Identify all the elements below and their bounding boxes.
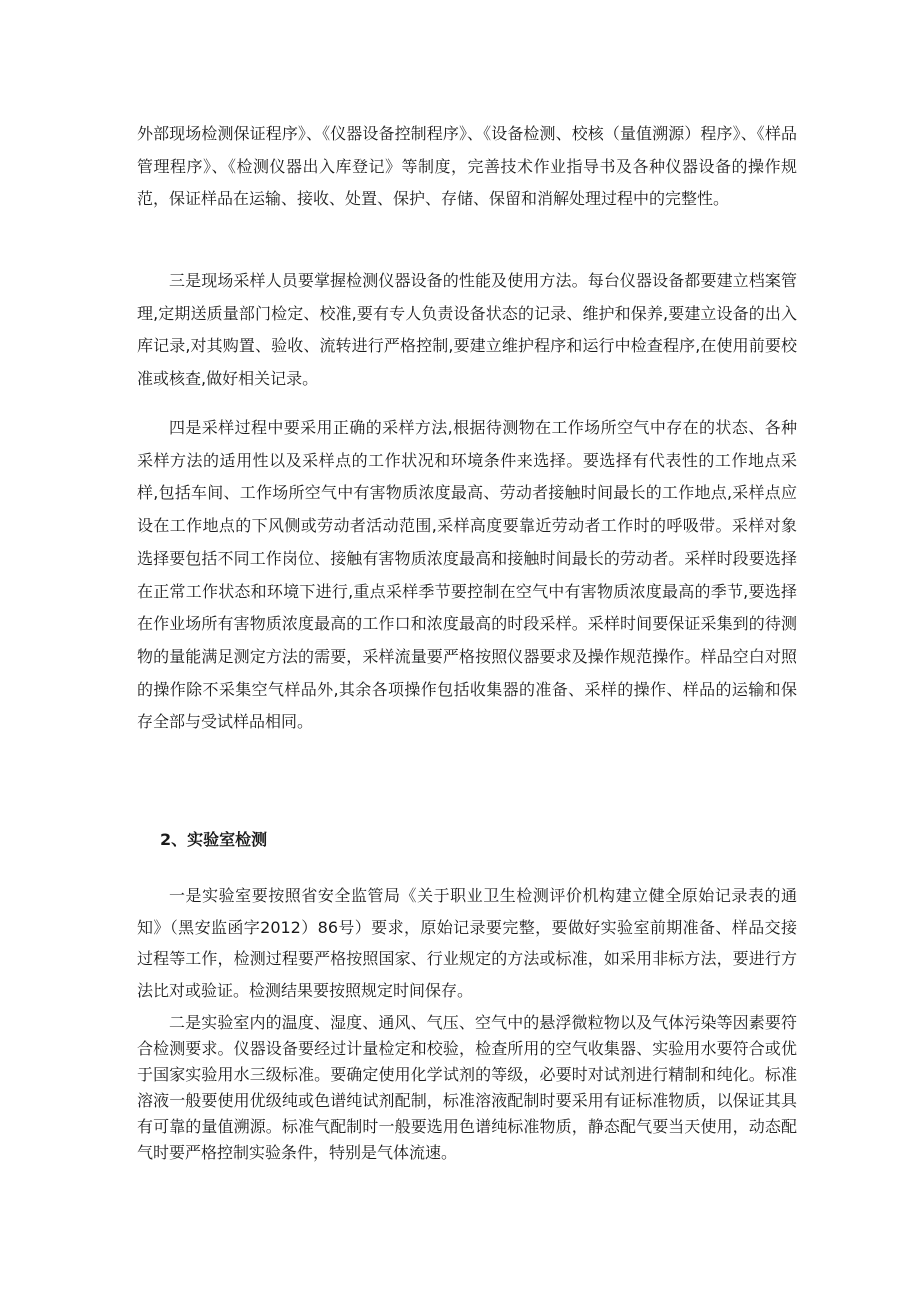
section-heading-lab-testing: 2、实验室检测 [160, 830, 268, 849]
paragraph-sampling-method: 四是采样过程中要采用正确的采样方法,根据待测物在工作场所空气中存在的状态、各种采样方法的适用性以及采样点的工作状况和环境条件来选择。要选择有代表性的工作地点采样,包括车间、工作场所空气中有害物质浓度最高、劳动者接触时间最长的工作地点,采样点应设在工作地点的下风侧或劳动者活动范围,采样高度要靠近劳动者工作时的呼吸带。采样对象选择要包括不同工作岗位、接触有害物质浓度最高和接触时间最长的劳动者。采样时段要选择在正常工作状态和环境下进行,重点采样季节要控制在空气中有害物质浓度最高的季节,要选择在作业场所有害物质浓度最高的工作口和浓度最高的时段采样。采样时间要保证采集到的待测物的量能满足测定方法的需要，采样流量要严格按照仪器要求及操作规范操作。样品空白对照的操作除不采集空气样品外,其余各项操作包括收集器的准备、采样的操作、样品的运输和保存全部与受试样品相同。 [137, 418, 797, 732]
paragraph-lab-records: 一是实验室要按照省安全监管局《关于职业卫生检测评价机构建立健全原始记录表的通知》（黑安监函字2012）86号）要求，原始记录要完整，要做好实验室前期准备、样品交接过程等工作，检测过程要严格按照国家、行业规定的方法或标准，如采用非标方法，要进行方法比对或验证。检测结果要按照规定时间保存。 [137, 886, 797, 1000]
paragraph-lab-environment: 二是实验室内的温度、湿度、通风、气压、空气中的悬浮微粒物以及气体污染等因素要符合检测要求。仪器设备要经过计量检定和校验，检查所用的空气收集器、实验用水要符合或优于国家实验用水三级标准。要确定使用化学试剂的等级，必要时对试剂进行精制和纯化。标准溶液一般要使用优级纯或色谱纯试剂配制，标准溶液配制时要采用有证标准物质，以保证其具有可靠的量值溯源。标准气配制时一般要选用色谱纯标准物质，静态配气要当天使用，动态配气时要严格控制实验条件，特别是气体流速。 [137, 1013, 797, 1162]
paragraph-procedures: 外部现场检测保证程序》、《仪器设备控制程序》、《设备检测、校核（量值溯源）程序》、《样品管理程序》、《检测仪器出入库登记》等制度，完善技术作业指导书及各种仪器设备的操作规范，保证样品在运输、接收、处置、保护、存储、保留和消解处理过程中的完整性。 [137, 124, 797, 209]
paragraph-instrument-management: 三是现场采样人员要掌握检测仪器设备的性能及使用方法。每台仪器设备都要建立档案管理,定期送质量部门检定、校准,要有专人负责设备状态的记录、维护和保养,要建立设备的出入库记录,对其购置、验收、流转进行严格控制,要建立维护程序和运行中检查程序,在使用前要校准或核查,做好相关记录。 [137, 271, 797, 389]
